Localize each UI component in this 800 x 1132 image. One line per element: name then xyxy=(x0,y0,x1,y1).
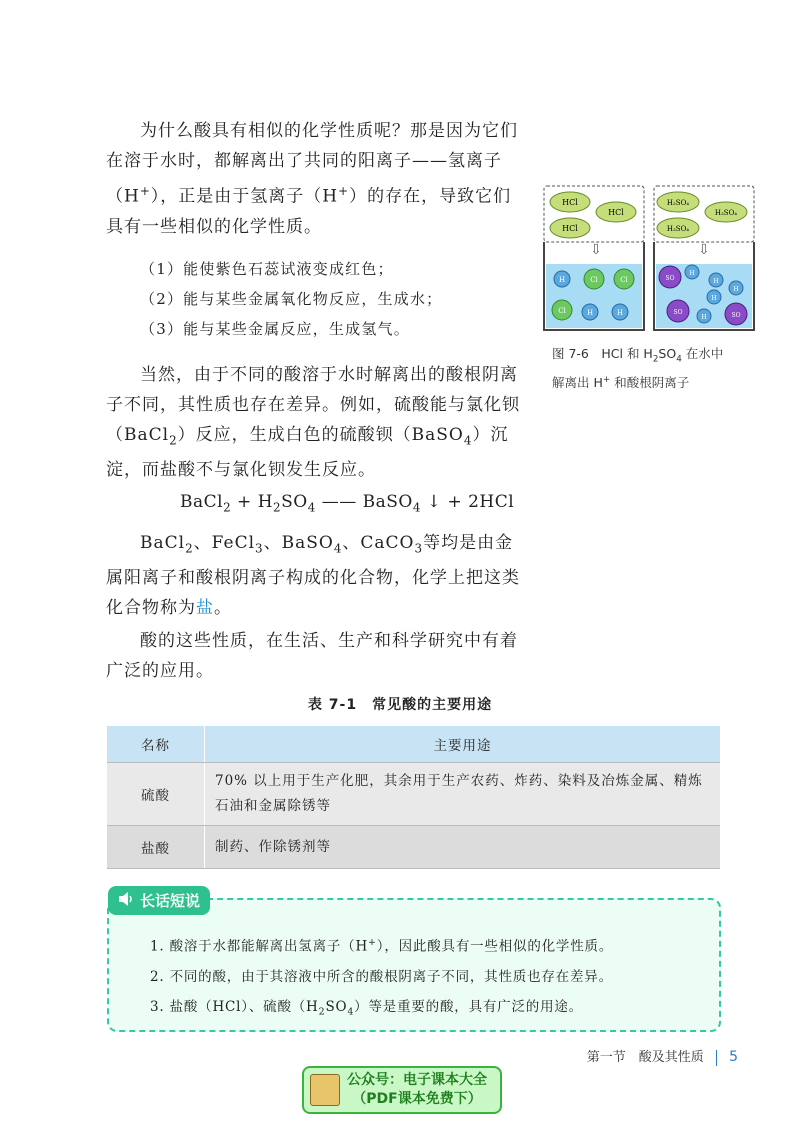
table-title: 表 7-1 常见酸的主要用途 xyxy=(307,697,493,713)
list-item: （1）能使紫色石蕊试液变成红色； xyxy=(140,260,394,278)
h-ion-label: H xyxy=(711,295,717,302)
h2so4-molecule-label: H₂SO₄ xyxy=(666,199,690,207)
list-item: （2）能与某些金属氧化物反应，生成水； xyxy=(140,290,443,308)
h-ion-label: H xyxy=(616,309,624,317)
table-header-row xyxy=(107,726,720,763)
summary-list xyxy=(150,928,710,1027)
cl-ion-label: Cl xyxy=(590,276,598,284)
h-ion-label: H xyxy=(586,309,594,317)
h-ion-label: H xyxy=(689,270,695,277)
watermark-logo-icon xyxy=(310,1074,340,1106)
h-ion-label: H xyxy=(558,276,566,284)
dissociation-diagram xyxy=(540,184,760,334)
section-title: 第一节 酸及其性质 xyxy=(586,1050,704,1065)
list-item: （3）能与某些金属反应，生成氢气。 xyxy=(140,320,410,338)
summary-item: 2. 不同的酸，由于其溶液中所含的酸根阴离子不同，其性质也存在差异。 xyxy=(150,968,613,985)
table-cell-name: 硫酸 xyxy=(107,763,205,826)
table-row xyxy=(107,763,720,826)
page-number: 5 xyxy=(729,1049,738,1065)
speaker-icon xyxy=(118,892,134,910)
summary-tag: 长话短说 xyxy=(108,886,210,915)
acid-uses-table xyxy=(107,726,720,869)
down-arrow-icon: ⇩ xyxy=(698,242,710,258)
so4-ion-label: SO xyxy=(731,312,741,319)
table-header-name: 名称 xyxy=(107,726,205,763)
paragraph-applications: 酸的这些性质，在生活、生产和科学研究中有着广泛的应用。 xyxy=(106,631,518,681)
h-ion-label: H xyxy=(713,278,719,285)
footer-divider xyxy=(716,1050,717,1066)
cl-ion-label: Cl xyxy=(558,307,566,315)
summary-item: 3. 盐酸（HCl）、硫酸$(H_2SO_4)$等是重要的酸，具有广泛的用途。 xyxy=(150,998,583,1018)
table-cell-name: 盐酸 xyxy=(107,826,205,869)
figure-caption: 图 7-6 HCl 和 $H_2SO_4$ 在水中 解离出 H+ 和酸根阴离子 xyxy=(552,346,724,390)
table-row xyxy=(107,826,720,869)
so4-ion-label: SO xyxy=(665,275,675,282)
table-cell-use: 70% 以上用于生产化肥，其余用于生产农药、炸药、染料及冶炼金属、精炼石油和金属除锈等 xyxy=(205,763,721,826)
so4-ion-label: SO xyxy=(673,309,683,316)
h-ion-label: H xyxy=(733,286,739,293)
paragraph-acid-properties: 为什么酸具有相似的化学性质呢？那是因为它们在溶于水时，都解离出了共同的阳离子——氢离子（H+），正是由于氢离子（H+）的存在，导致它们具有一些相似的化学性质。 xyxy=(106,121,518,237)
hcl-molecule-label: HCl xyxy=(608,208,624,217)
table-cell-use: 制药、作除锈剂等 xyxy=(205,826,721,869)
cl-ion-label: Cl xyxy=(620,276,628,284)
h2so4-molecule-label: H₂SO₄ xyxy=(714,209,738,217)
watermark-banner: 公众号：电子课本大全 （PDF课本免费下） xyxy=(302,1066,502,1114)
table-header-use: 主要用途 xyxy=(205,726,721,763)
paragraph-acid-differences: 当然，由于不同的酸溶于水时解离出的酸根阴离子不同，其性质也存在差异。例如，硫酸能与氯化钡（BaCl$_2$）反应，生成白色的硫酸钡（BaSO$_4$）沉淀，而盐酸不与氯化钡发生反应。 xyxy=(106,365,520,481)
chemical-equation: BaCl$_2$ + $H_2SO_4$ —— BaSO$_4$ ↓ + 2HCl xyxy=(180,492,515,515)
summary-item: 1. 酸溶于水都能解离出氢离子（H+），因此酸具有一些相似的化学性质。 xyxy=(150,937,614,955)
page-footer xyxy=(587,1046,738,1066)
highlight-term-salt: 盐 xyxy=(196,598,214,619)
table xyxy=(107,726,720,869)
h2so4-molecule-label: H₂SO₄ xyxy=(666,225,690,233)
hcl-molecule-label: HCl xyxy=(562,224,578,233)
hcl-beaker xyxy=(544,186,644,330)
down-arrow-icon: ⇩ xyxy=(590,242,602,258)
figure-acid-dissociation xyxy=(540,184,760,334)
h2so4-beaker xyxy=(654,186,754,330)
hcl-molecule-label: HCl xyxy=(562,198,578,207)
h-ion-label: H xyxy=(701,314,707,321)
paragraph-salt-definition: BaCl$_2$、FeCl$_3$、BaSO$_4$、CaCO$_3$等均是由金属阳离子和酸根阴离子构成的化合物，化学上把这类化合物称为盐。 xyxy=(106,533,520,619)
property-list xyxy=(140,254,530,344)
